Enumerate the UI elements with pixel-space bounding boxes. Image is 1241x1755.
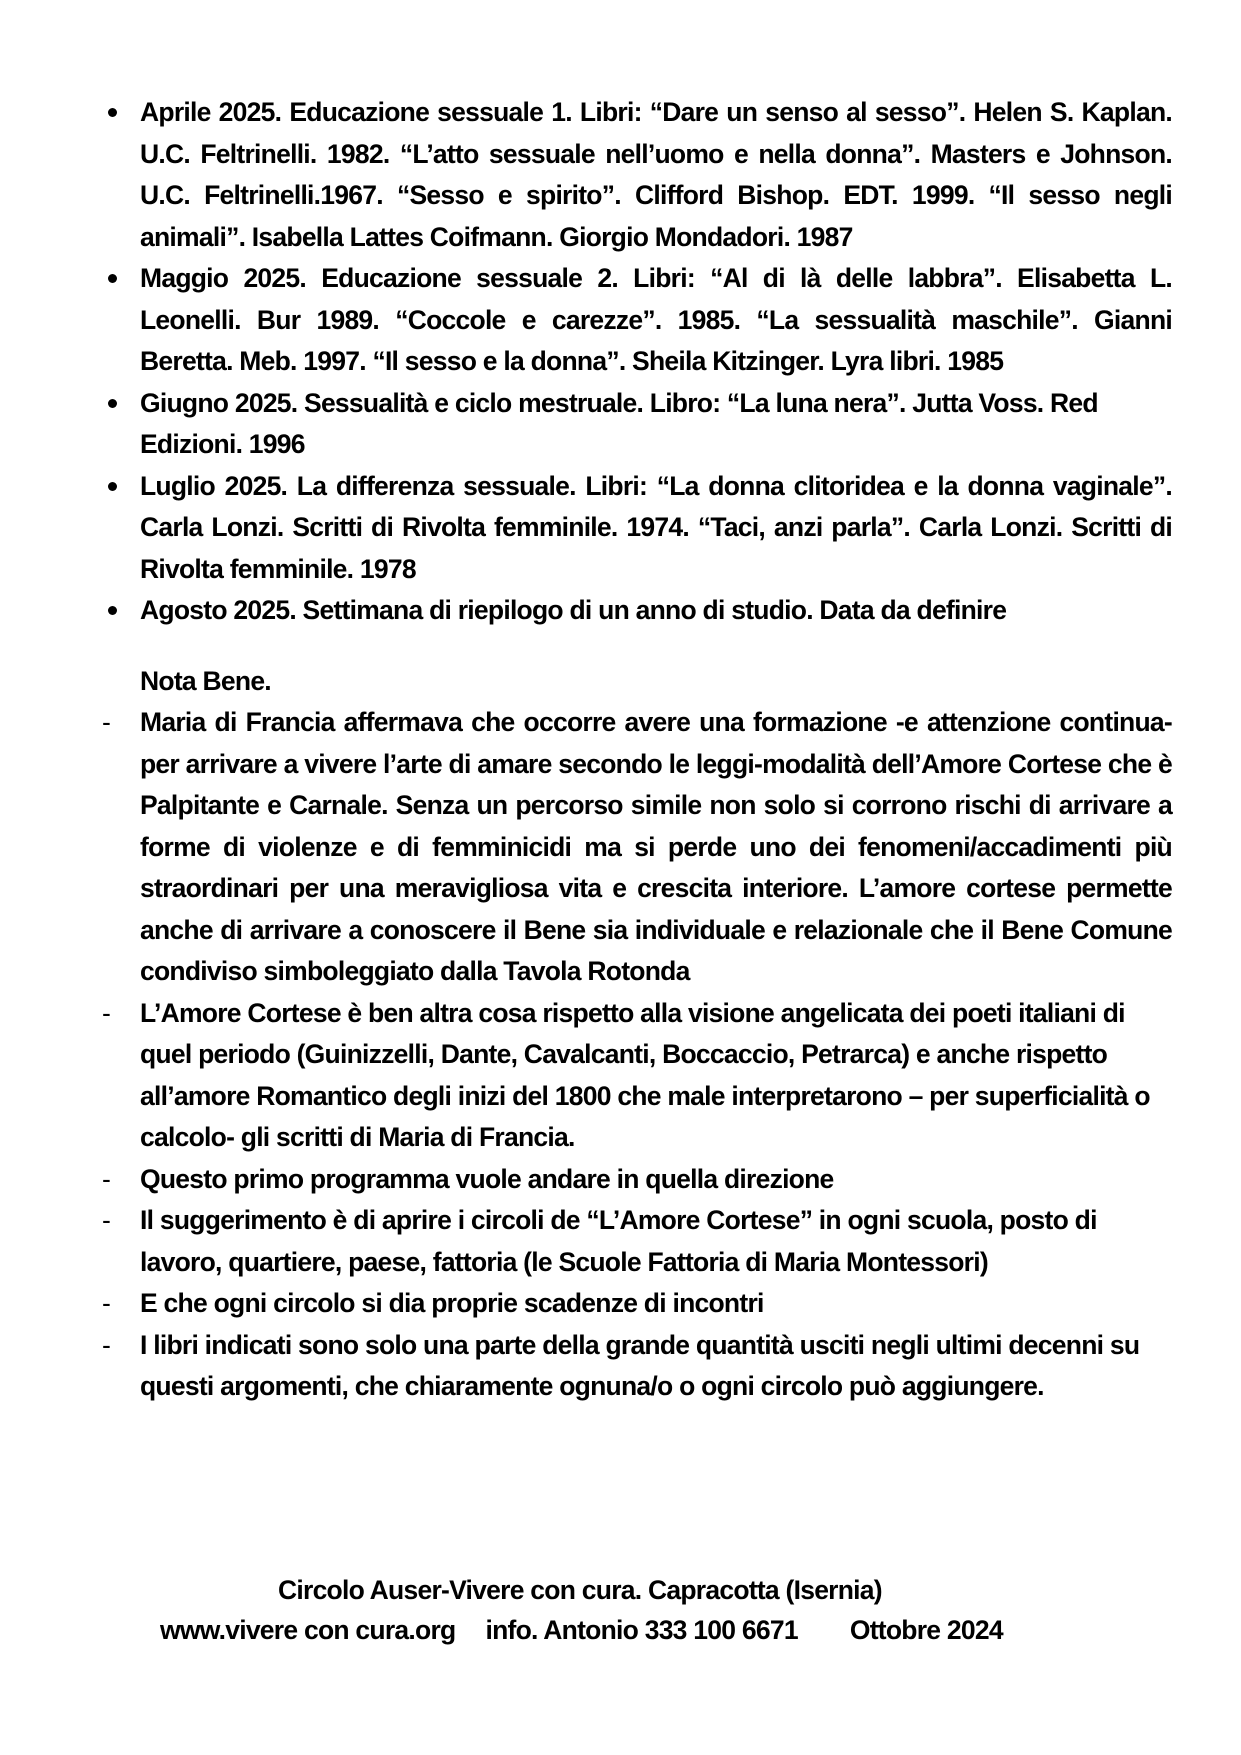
dash-marker: - [102, 1288, 111, 1318]
footer-contact: info. Antonio 333 100 6671 [485, 1615, 798, 1645]
footer-date: Ottobre 2024 [849, 1615, 1003, 1645]
dash-marker: - [102, 1329, 111, 1360]
list-item [140, 92, 1172, 258]
list-item [140, 590, 1172, 632]
nota-item-suggerimento: Il suggerimento è di aprire i circoli de “L’Amore Cortese” in ogni scuola, posto di lavoro, quartiere, paese, fattoria (le Scuole Fattoria di Maria Montessori) [140, 1205, 1097, 1277]
schedule-item-may: Maggio 2025. Educazione sessuale 2. Libri: “Al di là delle labbra”. Elisabetta L. Leonelli. Bur 1989. “Coccole e carezze”. 1985. “La sessualità maschile”. Gianni Beretta. Meb. 1997. “Il sesso e la donna”. Sheila Kitzinger. Lyra libri. 1985 [140, 263, 1172, 376]
footer-organization: Circolo Auser-Vivere con cura. Capracotta (Isernia) [278, 1575, 882, 1605]
schedule-list [140, 92, 1172, 632]
list-item [102, 1159, 1172, 1201]
list-item [102, 1325, 1172, 1408]
footer-website: www.vivere con cura.org [160, 1615, 456, 1645]
list-item [140, 383, 1172, 466]
list-item [102, 1283, 1172, 1325]
nota-item-programma: Questo primo programma vuole andare in quella direzione [140, 1163, 834, 1194]
footer-contact-line [160, 1610, 1003, 1650]
nota-item-amore-cortese: L’Amore Cortese è ben altra cosa rispetto alla visione angelicata dei poeti italiani di quel periodo (Guinizzelli, Dante, Cavalcanti, Boccaccio, Petrarca) e anche rispetto all’amore Romantico degli inizi del 1800 che male interpretarono – per superficialità o calcolo- gli scritti di Maria di Francia. [140, 997, 1150, 1152]
list-item [140, 258, 1172, 383]
bullet-icon [108, 399, 117, 408]
schedule-item-june: Giugno 2025. Sessualità e ciclo mestruale. Libro: “La luna nera”. Jutta Voss. Red Edizioni. 1996 [140, 387, 1098, 459]
dash-marker: - [102, 1163, 111, 1194]
dash-marker: - [102, 1205, 111, 1235]
dash-marker: - [102, 997, 111, 1028]
list-item [140, 466, 1172, 591]
nota-bene-title: Nota Bene. [140, 665, 271, 696]
nota-item-maria-di-francia: Maria di Francia affermava che occorre avere una formazione -e attenzione continua- per arrivare a vivere l’arte di amare secondo le leggi-modalità dell’Amore Cortese che è Palpitante e Carnale. Senza un percorso simile non solo si corrono rischi di arrivare a forme di violenze e di femminicidi ma si perde uno dei fenomeni/accadimenti più straordinari per una meravigliosa vita e crescita interiore. L’amore cortese permette anche di arrivare a conoscere il Bene sia individuale e relazionale che il Bene Comune condiviso simboleggiato dalla Tavola Rotonda [140, 707, 1172, 986]
bullet-icon [108, 108, 117, 117]
list-item [102, 1200, 1172, 1283]
bullet-icon [108, 274, 117, 283]
list-item [102, 993, 1172, 1159]
nota-item-libri: I libri indicati sono solo una parte della grande quantità usciti negli ultimi decenni su questi argomenti, che chiaramente ognuna/o o ogni circolo può aggiungere. [140, 1329, 1140, 1401]
bullet-icon [108, 606, 117, 615]
nota-bene-list [102, 702, 1172, 1408]
list-item [102, 702, 1172, 993]
document-body [102, 92, 1172, 1408]
schedule-item-august: Agosto 2025. Settimana di riepilogo di un anno di studio. Data da definire [140, 595, 1007, 625]
nota-item-scadenze: E che ogni circolo si dia proprie scadenze di incontri [140, 1288, 764, 1318]
bullet-icon [108, 482, 117, 491]
schedule-item-april: Aprile 2025. Educazione sessuale 1. Libri: “Dare un senso al sesso”. Helen S. Kaplan. U.C. Feltrinelli. 1982. “L’atto sessuale nell’uomo e nella donna”. Masters e Johnson. U.C. Feltrinelli.1967. “Sesso e spirito”. Clifford Bishop. EDT. 1999. “Il sesso negli animali”. Isabella Lattes Coifmann. Giorgio Mondadori. 1987 [140, 97, 1172, 252]
dash-marker: - [102, 707, 111, 737]
schedule-item-july: Luglio 2025. La differenza sessuale. Libri: “La donna clitoridea e la donna vaginale”. Carla Lonzi. Scritti di Rivolta femminile. 1974. “Taci, anzi parla”. Carla Lonzi. Scritti di Rivolta femminile. 1978 [140, 470, 1172, 584]
